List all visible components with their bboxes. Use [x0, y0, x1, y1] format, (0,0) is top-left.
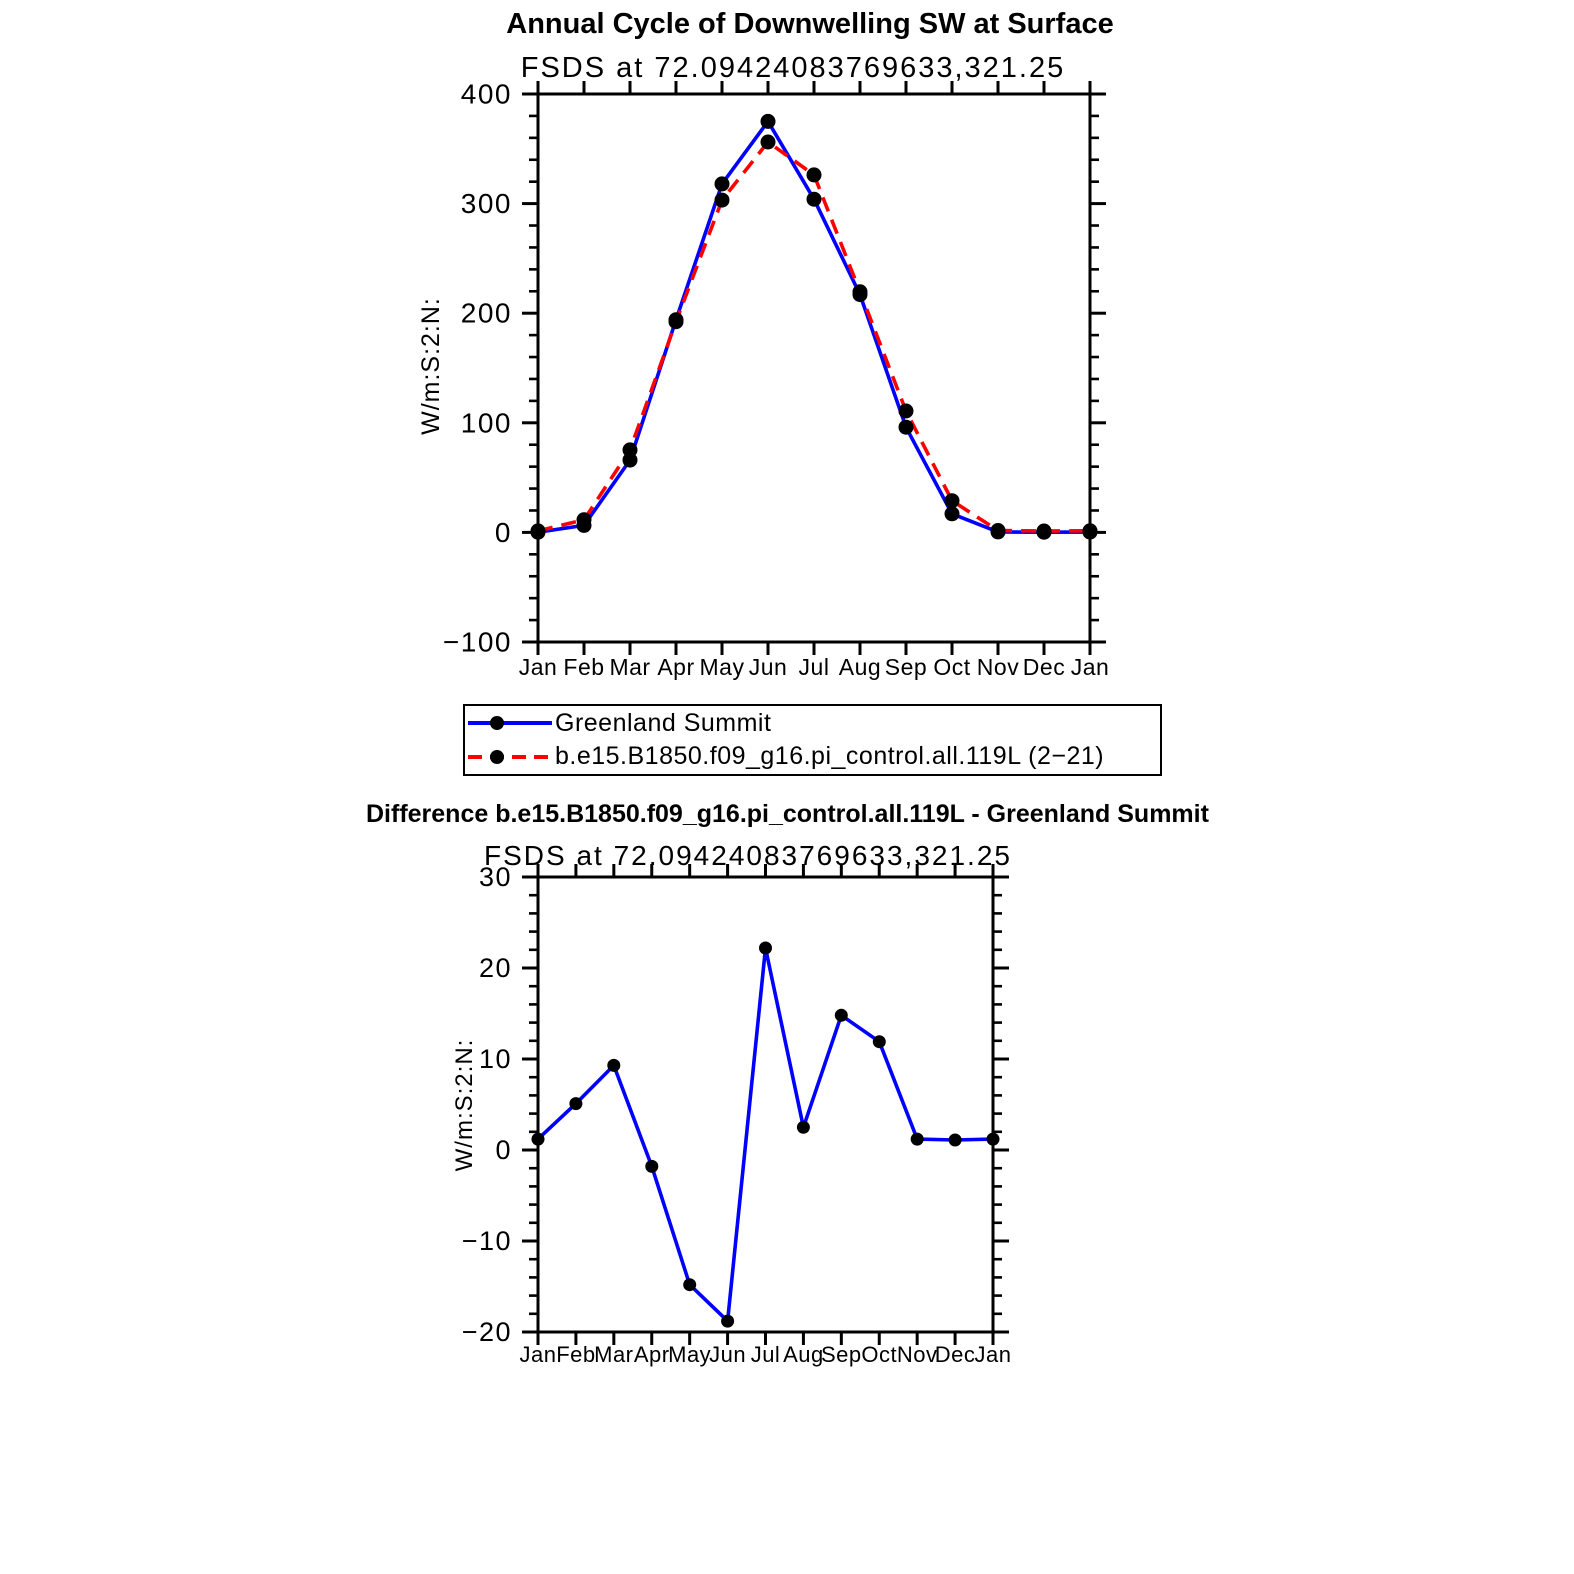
- x-tick-label: Jan: [519, 1342, 557, 1367]
- y-tick-label: 20: [478, 953, 512, 983]
- data-point: [761, 135, 776, 150]
- data-point: [721, 1315, 734, 1328]
- bottom-chart-y-axis-label: W/m:S:2:N:: [451, 1038, 478, 1172]
- legend-marker-dot-icon: [490, 750, 504, 764]
- data-point: [759, 942, 772, 955]
- x-tick-label: Feb: [556, 1342, 596, 1367]
- data-point: [683, 1278, 696, 1291]
- x-tick-label: Mar: [609, 654, 651, 680]
- y-tick-label: 300: [460, 188, 512, 220]
- legend-line-sample-solid: [465, 708, 555, 738]
- data-point: [1037, 524, 1052, 539]
- y-tick-label: −100: [442, 626, 512, 658]
- data-point: [669, 314, 684, 329]
- data-point: [853, 284, 868, 299]
- x-tick-label: Oct: [933, 654, 971, 680]
- series-line-0: [538, 948, 993, 1321]
- y-tick-label: 0: [495, 1135, 512, 1165]
- legend-row-model: [465, 741, 1160, 773]
- x-tick-label: Jun: [748, 654, 788, 680]
- data-point: [873, 1035, 886, 1048]
- y-tick-label: 10: [478, 1044, 512, 1074]
- chart-difference: [462, 862, 1012, 1367]
- data-point: [715, 176, 730, 191]
- y-tick-label: 200: [460, 297, 512, 329]
- data-point: [607, 1059, 620, 1072]
- legend-marker-dot-icon: [490, 716, 504, 730]
- data-point: [911, 1133, 924, 1146]
- data-point: [835, 1009, 848, 1022]
- data-point: [945, 493, 960, 508]
- data-point: [987, 1133, 1000, 1146]
- x-tick-label: Jan: [974, 1342, 1012, 1367]
- data-point: [761, 114, 776, 129]
- data-point: [899, 404, 914, 419]
- data-point: [531, 523, 546, 538]
- x-tick-label: Jul: [798, 654, 830, 680]
- data-point: [949, 1134, 962, 1147]
- x-tick-label: Sep: [821, 1342, 862, 1367]
- x-tick-label: Jun: [709, 1342, 747, 1367]
- x-tick-label: May: [699, 654, 745, 680]
- x-tick-label: Apr: [657, 654, 695, 680]
- x-tick-label: Jan: [1070, 654, 1110, 680]
- y-tick-label: −10: [461, 1226, 512, 1256]
- chart-annual-cycle: [443, 79, 1109, 681]
- data-point: [807, 192, 822, 207]
- data-point: [569, 1097, 582, 1110]
- y-tick-label: 0: [494, 516, 512, 548]
- data-point: [623, 442, 638, 457]
- legend-label-model: b.e15.B1850.f09_g16.pi_control.all.119L (2−21): [555, 742, 1105, 771]
- data-point: [1083, 523, 1098, 538]
- bottom-chart-subtitle: FSDS at 72.09424083769633,321.25: [484, 840, 1012, 871]
- top-chart-y-axis-label: W/m:S:2:N:: [417, 297, 445, 435]
- top-chart-subtitle: FSDS at 72.09424083769633,321.25: [520, 52, 1066, 84]
- top-chart-title: Annual Cycle of Downwelling SW at Surface: [506, 8, 1114, 40]
- data-point: [945, 506, 960, 521]
- y-tick-label: 400: [460, 78, 512, 110]
- data-point: [797, 1121, 810, 1134]
- x-tick-label: Sep: [884, 654, 928, 680]
- x-tick-label: Mar: [594, 1342, 634, 1367]
- y-tick-label: 100: [460, 407, 512, 439]
- legend-label-obs: Greenland Summit: [555, 708, 772, 737]
- series-line-0: [538, 121, 1090, 532]
- data-point: [715, 193, 730, 208]
- legend-row-obs: [465, 707, 1160, 739]
- x-tick-label: Dec: [934, 1342, 976, 1367]
- x-tick-label: Nov: [896, 1342, 938, 1367]
- bottom-chart-title: Difference b.e15.B1850.f09_g16.pi_control.all.119L - Greenland Summit: [366, 800, 1209, 828]
- x-tick-label: Jul: [750, 1342, 781, 1367]
- legend-box: [463, 704, 1162, 776]
- legend-line-sample-dashed: [465, 742, 555, 772]
- x-tick-label: Nov: [976, 654, 1020, 680]
- x-tick-label: Apr: [633, 1342, 670, 1367]
- data-point: [807, 167, 822, 182]
- x-tick-label: Oct: [861, 1342, 898, 1367]
- data-point: [991, 523, 1006, 538]
- x-tick-label: Aug: [838, 654, 882, 680]
- data-point: [577, 512, 592, 527]
- x-tick-label: Dec: [1022, 654, 1066, 680]
- x-tick-label: Jan: [518, 654, 558, 680]
- x-tick-label: Aug: [783, 1342, 824, 1367]
- data-point: [899, 420, 914, 435]
- y-tick-label: −20: [461, 1317, 512, 1347]
- x-tick-label: Feb: [563, 654, 605, 680]
- x-tick-label: May: [668, 1342, 712, 1367]
- data-point: [645, 1160, 658, 1173]
- data-point: [532, 1133, 545, 1146]
- y-tick-label: 30: [478, 862, 512, 892]
